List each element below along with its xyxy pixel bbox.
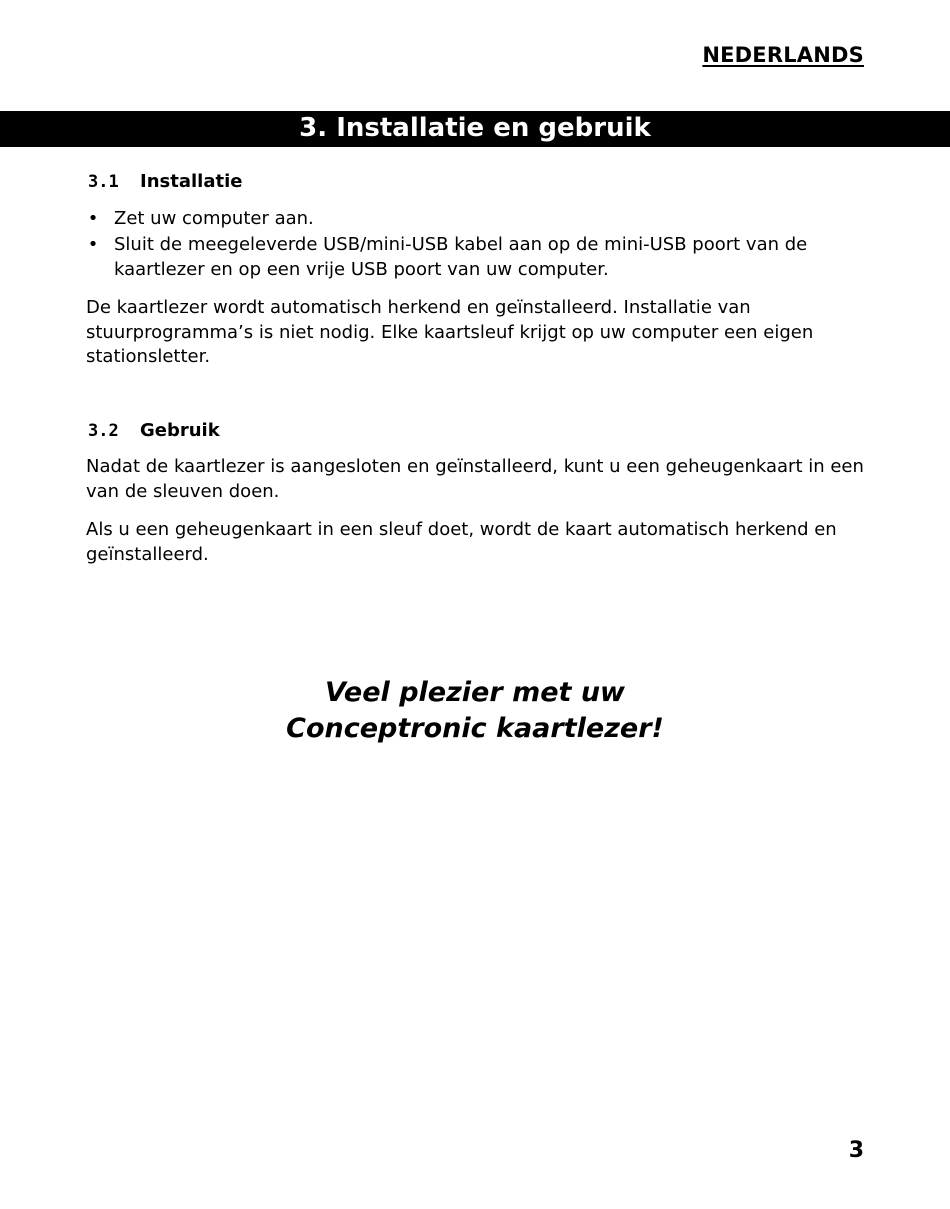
- paragraph-installatie: De kaartlezer wordt automatisch herkend en geïnstalleerd. Installatie van stuurprogramma’s is niet nodig. Elke kaartsleuf krijgt op uw computer een eigen stationsletter.: [86, 297, 814, 367]
- language-label: NEDERLANDS: [702, 43, 864, 67]
- list-item-text: Sluit de meegeleverde USB/mini-USB kabel aan op de mini-USB poort van de kaartlezer en op een vrije USB poort van uw computer.: [114, 234, 808, 280]
- section-title: Gebruik: [140, 419, 220, 441]
- bullet-icon: •: [87, 207, 99, 229]
- list-item-text: Zet uw computer aan.: [114, 207, 314, 229]
- chapter-title: 3. Installatie en gebruik: [299, 113, 651, 143]
- closing-line-2: Conceptronic kaartlezer!: [286, 713, 664, 744]
- closing-message: [0, 675, 950, 747]
- page-number: 3: [848, 1138, 864, 1163]
- closing-line-1: Veel plezier met uw: [324, 677, 626, 708]
- list-item: [86, 207, 866, 232]
- section-number: 3.2: [88, 420, 119, 441]
- section-title: Installatie: [140, 171, 243, 192]
- bullet-icon: •: [87, 234, 99, 255]
- section-heading-installatie: [88, 170, 866, 195]
- page-content: [86, 170, 866, 581]
- section-number: 3.1: [88, 172, 119, 192]
- list-item: [86, 233, 866, 282]
- paragraph-gebruik-1: Nadat de kaartlezer is aangesloten en geïnstalleerd, kunt u een geheugenkaart in een van de sleuven doen.: [86, 456, 864, 502]
- chapter-title-bar: [0, 111, 950, 147]
- bullet-list: [86, 207, 866, 283]
- paragraph-gebruik-2: Als u een geheugenkaart in een sleuf doet, wordt de kaart automatisch herkend en geïnstalleerd.: [86, 519, 837, 565]
- section-heading-gebruik: [88, 419, 866, 444]
